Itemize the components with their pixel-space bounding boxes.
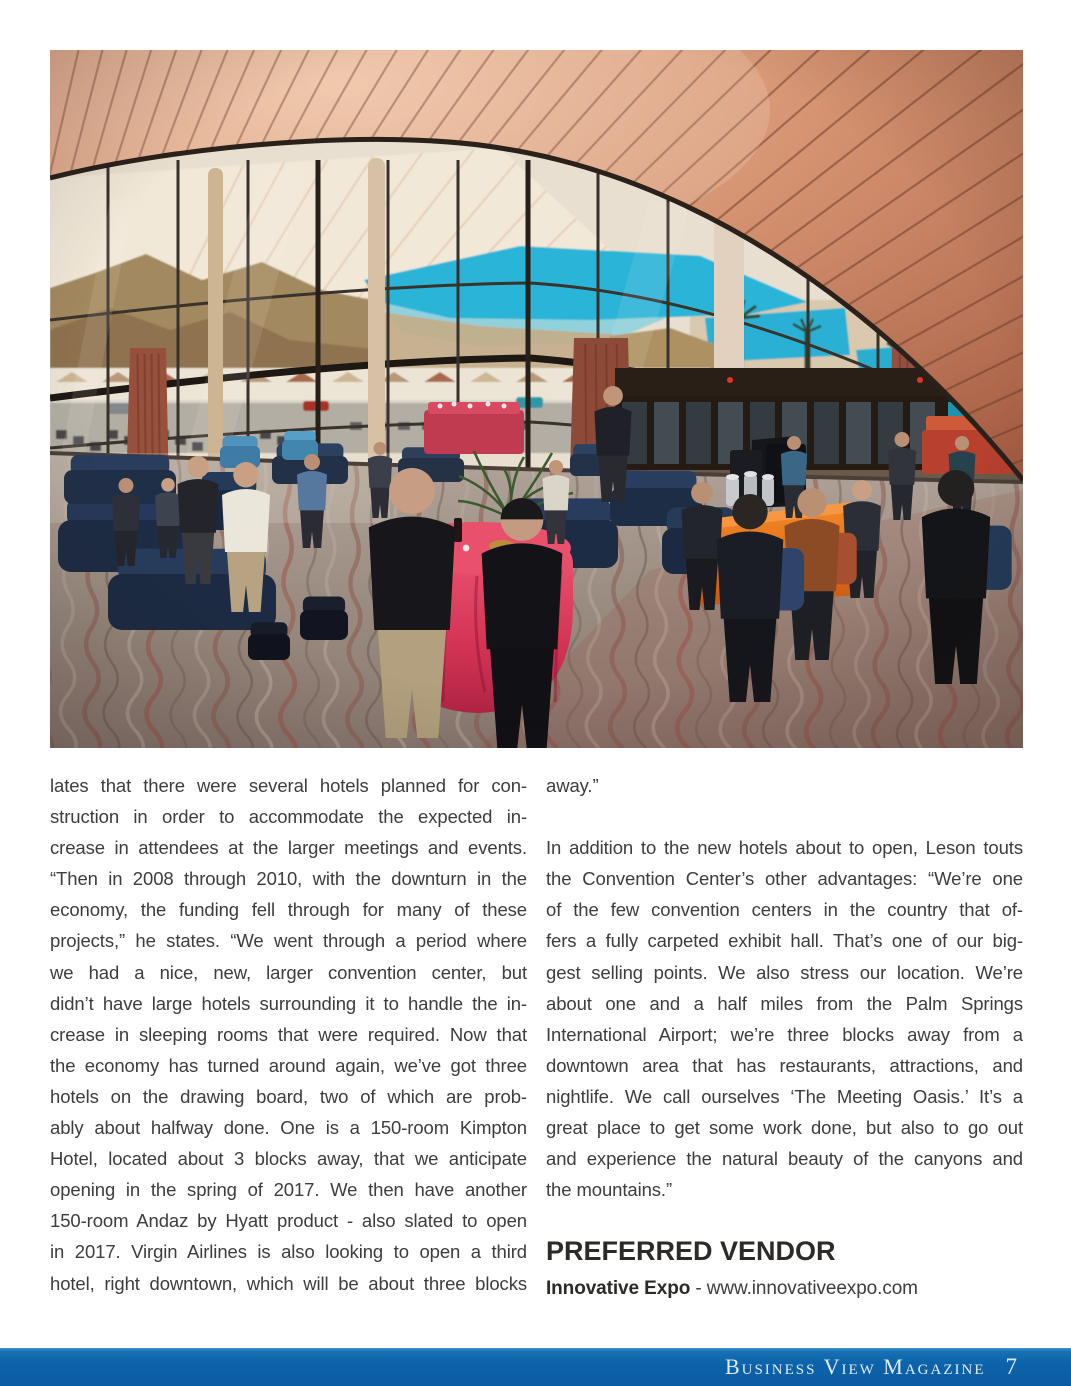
text-line: crease in sleeping rooms that were required. Now that	[50, 1023, 527, 1045]
text-line: hotel, right downtown, which will be about three blocks	[50, 1272, 527, 1294]
text-line: the economy has turned around again, we’ve got three	[50, 1054, 527, 1076]
text-line: great place to get some work done, but also to go out	[546, 1117, 1023, 1139]
text-line: the mountains.”	[546, 1179, 673, 1201]
text-line: and experience the natural beauty of the canyons and	[546, 1148, 1023, 1170]
footer-bar	[0, 1348, 1071, 1386]
preferred-vendor-heading: PREFERRED VENDOR	[546, 1236, 836, 1267]
text-line: we had a nice, new, larger convention center, but	[50, 961, 527, 983]
text-line: about one and a half miles from the Palm Springs	[546, 992, 1023, 1014]
text-line: the Convention Center’s other advantages: “We’re one	[546, 868, 1023, 890]
text-line: downtown area that has restaurants, attractions, and	[546, 1054, 1023, 1076]
text-line: nightlife. We call ourselves ‘The Meeting Oasis.’ It’s a	[546, 1085, 1023, 1107]
lobby-photo-illustration	[50, 50, 1023, 748]
text-line: In addition to the new hotels about to open, Leson touts	[546, 837, 1023, 859]
text-line: fers a fully carpeted exhibit hall. That’s one of our big-	[546, 930, 1023, 952]
paragraph-gap	[546, 801, 1023, 832]
lobby-photo	[50, 50, 1023, 748]
article-paragraph	[546, 770, 1023, 801]
text-line: away.”	[546, 775, 599, 796]
page-number: 7	[1005, 1354, 1017, 1379]
vendor-url: - www.innovativeexpo.com	[690, 1278, 918, 1300]
text-line: ably about halfway done. One is a 150-room Kimpton	[50, 1117, 527, 1139]
text-line: of the few convention centers in the country that of-	[546, 899, 1023, 921]
text-line: “Then in 2008 through 2010, with the downturn in the	[50, 868, 527, 890]
text-line: crease in attendees at the larger meetings and events.	[50, 837, 527, 859]
magazine-name: Business View Magazine	[724, 1354, 986, 1379]
text-line: opening in the spring of 2017. We then have another	[50, 1179, 527, 1201]
text-line: gest selling points. We also stress our location. We’re	[546, 961, 1023, 983]
text-line: International Airport; we’re three blocks away from a	[546, 1023, 1023, 1045]
text-line: lates that there were several hotels planned for con-	[50, 775, 527, 796]
article-paragraph	[546, 832, 1023, 1205]
article-left-column	[50, 770, 527, 1299]
text-line: in 2017. Virgin Airlines is also looking to open a third	[50, 1241, 527, 1263]
text-line: struction in order to accommodate the expected in-	[50, 806, 527, 828]
text-line: economy, the funding fell through for many of these	[50, 899, 527, 921]
article-right-column	[546, 770, 1023, 1301]
vendor-line	[546, 1277, 1023, 1301]
text-line: hotels on the drawing board, two of which are prob-	[50, 1085, 527, 1107]
text-line: 150-room Andaz by Hyatt product - also slated to open	[50, 1210, 527, 1232]
vendor-name: Innovative Expo	[546, 1278, 691, 1300]
text-line: projects,” he states. “We went through a period where	[50, 930, 527, 952]
text-line: Hotel, located about 3 blocks away, that we anticipate	[50, 1148, 527, 1170]
text-line: didn’t have large hotels surrounding it to handle the in-	[50, 992, 527, 1014]
